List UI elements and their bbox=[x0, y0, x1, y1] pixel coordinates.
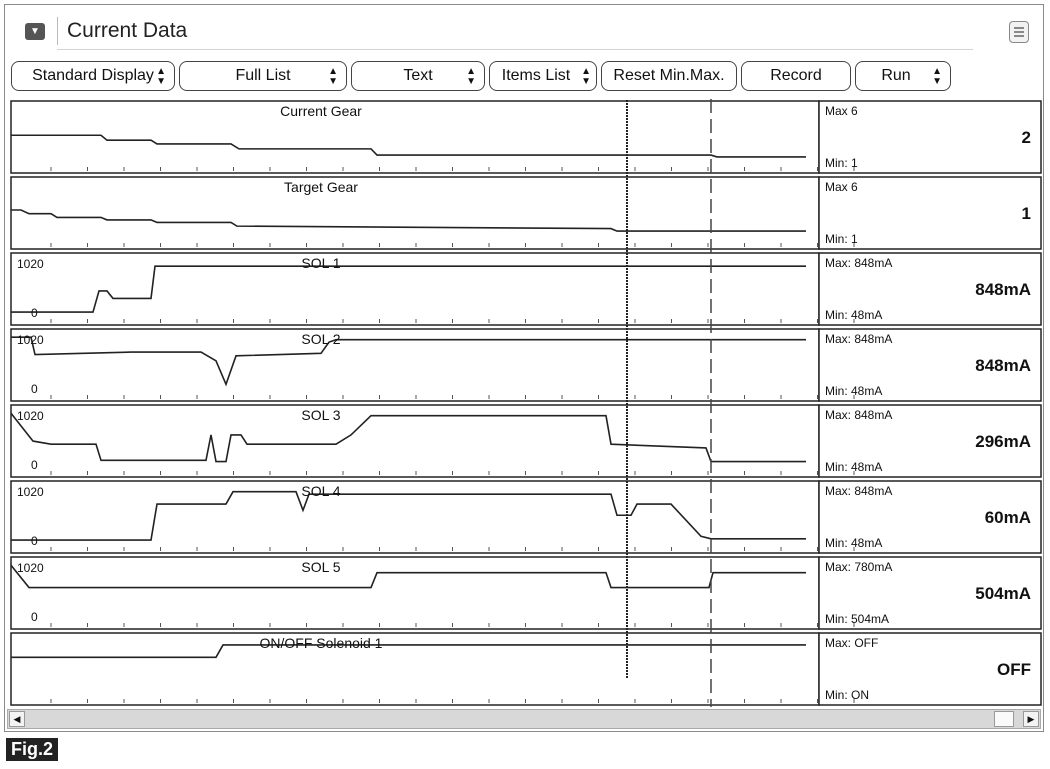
channel-max: Max: 848mA bbox=[825, 332, 893, 346]
channel-name: Target Gear bbox=[284, 179, 358, 195]
channel-max: Max 6 bbox=[825, 180, 858, 194]
channel-current-value: 2 bbox=[1021, 128, 1031, 147]
channel-min: Min: 48mA bbox=[825, 460, 883, 474]
channel-current-value: 1 bbox=[1021, 204, 1031, 223]
horizontal-scrollbar[interactable] bbox=[7, 709, 1041, 729]
y-axis-bottom-label: 0 bbox=[31, 382, 38, 396]
channel-min: Min: 48mA bbox=[825, 536, 883, 550]
channel-current-value: OFF bbox=[997, 660, 1031, 679]
channel-max: Max: 848mA bbox=[825, 256, 893, 270]
channel-graph-frame bbox=[11, 481, 819, 553]
scroll-right-icon[interactable]: ▶ bbox=[1023, 711, 1039, 727]
up-down-arrows-icon: ▲ ▼ bbox=[156, 66, 166, 87]
channel-current-value: 848mA bbox=[975, 280, 1031, 299]
channel-current-value: 848mA bbox=[975, 356, 1031, 375]
scroll-thumb[interactable] bbox=[994, 711, 1014, 727]
up-down-arrows-icon: ▲ ▼ bbox=[932, 66, 942, 87]
toolbar bbox=[5, 55, 1043, 95]
channel-name: SOL 4 bbox=[301, 483, 341, 499]
up-down-arrows-icon: ▲ ▼ bbox=[466, 66, 476, 87]
channel-graph-frame bbox=[11, 177, 819, 249]
channel-name: ON/OFF Solenoid 1 bbox=[259, 635, 383, 651]
channel-max: Max: 780mA bbox=[825, 560, 893, 574]
channel-name: SOL 1 bbox=[301, 255, 341, 271]
y-axis-bottom-label: 0 bbox=[31, 458, 38, 472]
channel-max: Max: 848mA bbox=[825, 408, 893, 422]
reset-min-max-button[interactable] bbox=[601, 61, 737, 91]
channel-min: Min: 1 bbox=[825, 156, 858, 170]
channel-min: Min: 1 bbox=[825, 232, 858, 246]
scroll-left-icon[interactable]: ◀ bbox=[9, 711, 25, 727]
channel-graph-frame bbox=[11, 557, 819, 629]
up-down-arrows-icon: ▲ ▼ bbox=[581, 66, 591, 87]
items-list-button[interactable] bbox=[489, 61, 597, 91]
title-underline bbox=[57, 49, 973, 50]
channel-name: SOL 3 bbox=[301, 407, 341, 423]
channel-min: Min: 48mA bbox=[825, 308, 883, 322]
channel-graph-frame bbox=[11, 101, 819, 173]
run-button[interactable] bbox=[855, 61, 951, 91]
channel-current-value: 60mA bbox=[984, 508, 1031, 527]
channel-name: SOL 2 bbox=[301, 331, 341, 347]
items-list-label: Items List bbox=[501, 67, 571, 84]
current-data-window bbox=[4, 4, 1044, 732]
y-axis-top-label: 1020 bbox=[17, 333, 44, 347]
channel-current-value: 296mA bbox=[975, 432, 1031, 451]
collapse-icon[interactable]: ▼ bbox=[25, 23, 45, 40]
y-axis-top-label: 1020 bbox=[17, 257, 44, 271]
channel-min: Min: ON bbox=[825, 688, 870, 702]
menu-icon[interactable] bbox=[1009, 21, 1029, 43]
channel-max: Max: OFF bbox=[825, 636, 879, 650]
text-button[interactable] bbox=[351, 61, 485, 91]
channel-name: SOL 5 bbox=[301, 559, 341, 575]
channel-graph-frame bbox=[11, 253, 819, 325]
y-axis-top-label: 1020 bbox=[17, 409, 44, 423]
y-axis-bottom-label: 0 bbox=[31, 534, 38, 548]
reset-min-max-label: Reset Min.Max. bbox=[613, 67, 725, 84]
standard-display-button[interactable] bbox=[11, 61, 175, 91]
channel-max: Max 6 bbox=[825, 104, 858, 118]
y-axis-bottom-label: 0 bbox=[31, 610, 38, 624]
run-label: Run bbox=[881, 67, 911, 84]
data-graph-panel bbox=[5, 99, 1045, 707]
channel-current-value: 504mA bbox=[975, 584, 1031, 603]
window-title: Current Data bbox=[67, 19, 188, 42]
up-down-arrows-icon: ▲ ▼ bbox=[328, 66, 338, 87]
channel-min: Min: 504mA bbox=[825, 612, 890, 626]
channel-min: Min: 48mA bbox=[825, 384, 883, 398]
title-bar bbox=[5, 5, 1043, 51]
channel-name: Current Gear bbox=[280, 103, 362, 119]
figure-label: Fig.2 bbox=[6, 738, 58, 761]
channel-graph-frame bbox=[11, 633, 819, 705]
y-axis-top-label: 1020 bbox=[17, 485, 44, 499]
record-label: Record bbox=[770, 67, 822, 84]
y-axis-top-label: 1020 bbox=[17, 561, 44, 575]
text-label: Text bbox=[403, 67, 433, 84]
standard-display-label: Standard Display bbox=[32, 67, 154, 84]
record-button[interactable] bbox=[741, 61, 851, 91]
channel-max: Max: 848mA bbox=[825, 484, 893, 498]
full-list-button[interactable] bbox=[179, 61, 347, 91]
y-axis-bottom-label: 0 bbox=[31, 306, 38, 320]
full-list-label: Full List bbox=[235, 67, 291, 84]
title-separator bbox=[57, 17, 58, 45]
